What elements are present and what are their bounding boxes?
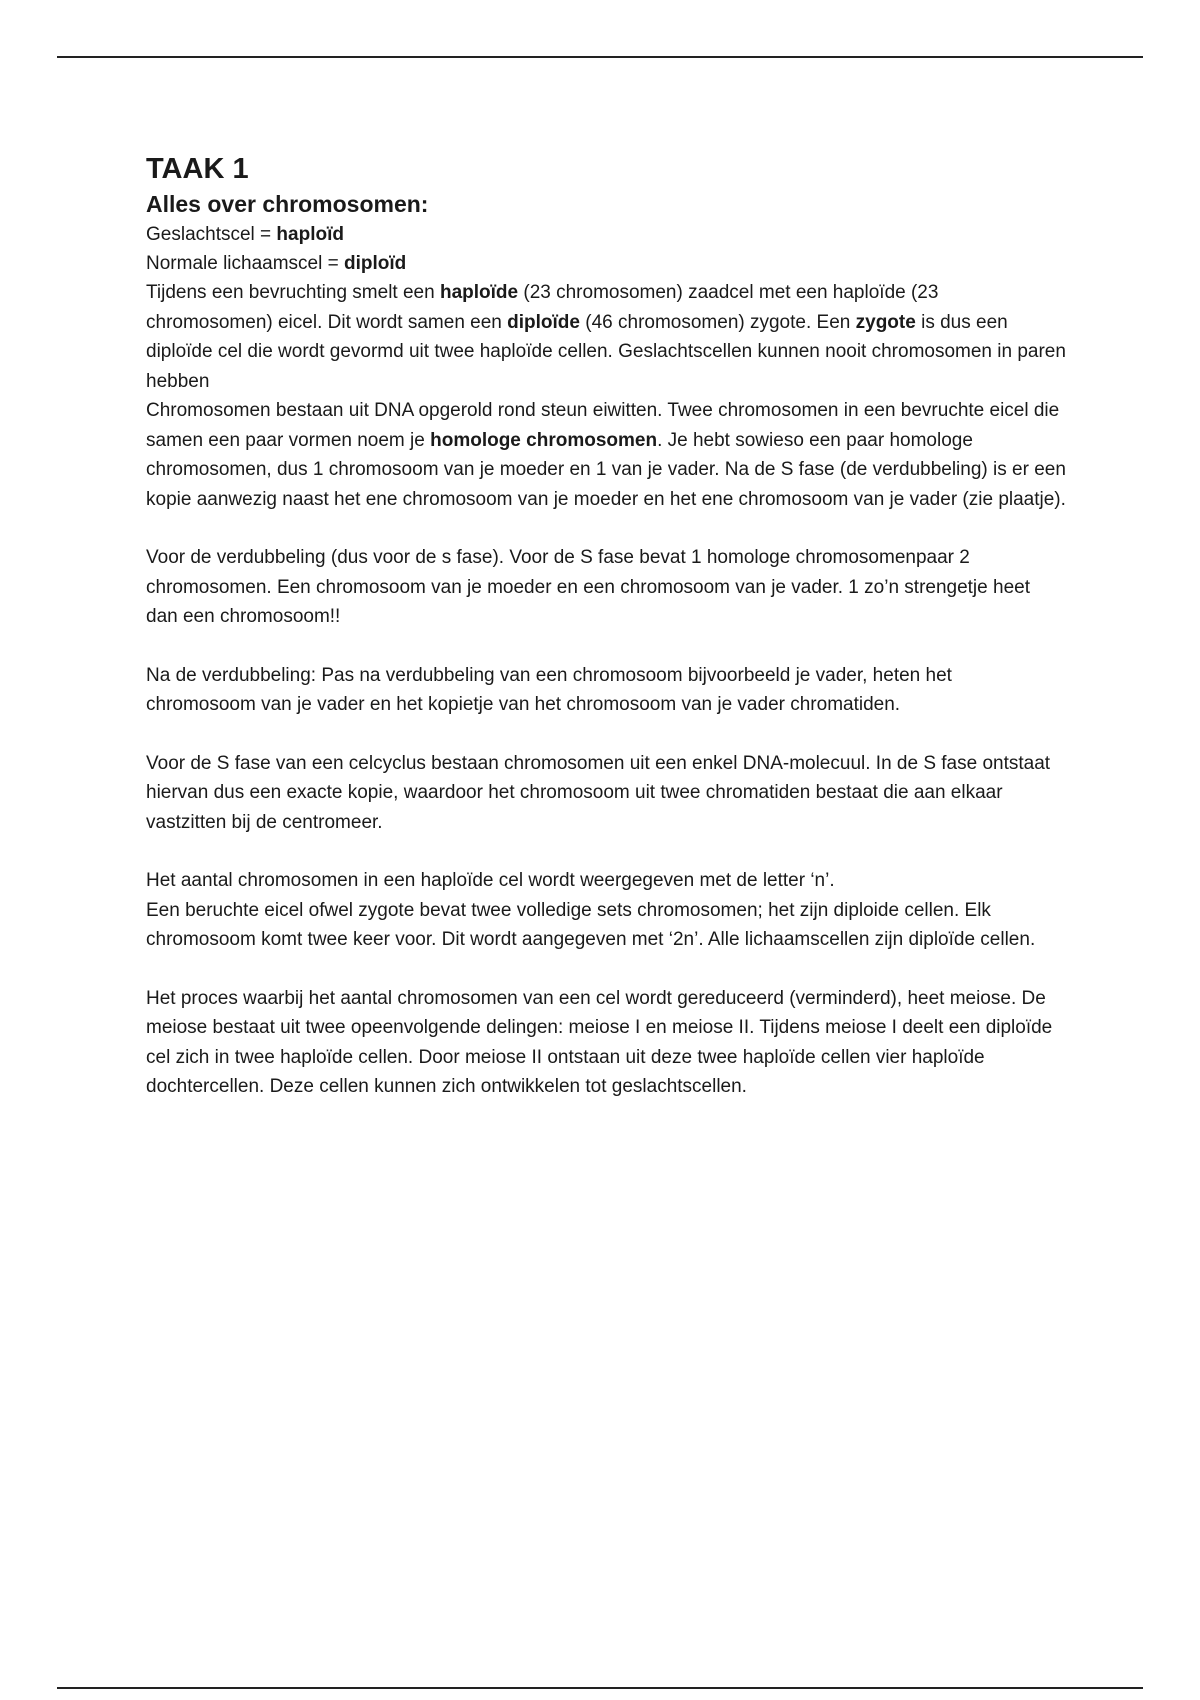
paragraph-voor-verdubbeling: Voor de verdubbeling (dus voor de s fase). Voor de S fase bevat 1 homologe chromosomenpaar 2 chromosomen. Een chromosoom van je moeder en een chromosoom van je vader. 1 zo’n strengetje heet dan een chromosoom!!	[146, 547, 1030, 627]
paragraph-spacer	[146, 514, 1066, 543]
paragraph-spacer	[146, 632, 1066, 661]
paragraph-meiose: Het proces waarbij het aantal chromosomen van een cel wordt gereduceerd (verminderd), heet meiose. De meiose bestaat uit twee opeenvolgende delingen: meiose I en meiose II. Tijdens meiose I deelt een diploïde cel zich in twee haploïde cellen. Door meiose II ontstaan uit deze twee haploïde cellen vier haploïde dochtercellen. Deze cellen kunnen zich ontwikkelen tot geslachtscellen.	[146, 987, 1053, 1097]
text-run: (46 chromosomen) zygote. Een	[579, 311, 856, 333]
text-run: (23 chromosomen) zaadcel met een haploïde (23 chromosomen) eicel. Dit wordt samen een	[146, 282, 939, 333]
footer-rule	[57, 1687, 1143, 1689]
bold-term: diploïde	[507, 311, 580, 333]
paragraph-bevruchting	[146, 278, 1066, 396]
definition-term: haploïd	[276, 224, 344, 245]
bold-term: homologe chromosomen	[430, 429, 658, 451]
definition-label: Normale lichaamscel =	[146, 253, 344, 274]
paragraph-spacer	[146, 837, 1066, 866]
bold-term: zygote	[855, 311, 916, 333]
document-title: TAAK 1	[146, 153, 249, 185]
definition-geslachtscel	[146, 220, 1066, 249]
text-run: Chromosomen bestaan uit DNA opgerold rond steun eiwitten. Twee chromosomen in een bevruchte eicel die samen een paar vormen noem je	[146, 400, 1060, 451]
header-rule	[57, 56, 1143, 58]
paragraph-diploid-2n: Een beruchte eicel ofwel zygote bevat twee volledige sets chromosomen; het zijn diploide cellen. Elk chromosoom komt twee keer voor. Dit wordt aangegeven met ‘2n’. Alle lichaamscellen zijn diploïde cellen.	[146, 899, 1036, 950]
text-run: is dus een diploïde cel die wordt gevormd uit twee haploïde cellen. Geslachtscellen kunnen nooit chromosomen in paren hebben	[146, 311, 1066, 392]
paragraph-spacer	[146, 955, 1066, 984]
definition-lichaamscel	[146, 249, 1066, 278]
paragraph-na-verdubbeling: Na de verdubbeling: Pas na verdubbeling van een chromosoom bijvoorbeeld je vader, heten het chromosoom van je vader en het kopietje van het chromosoom van je vader chromatiden.	[146, 664, 952, 715]
paragraph-s-fase: Voor de S fase van een celcyclus bestaan chromosomen uit een enkel DNA-molecuul. In de S fase ontstaat hiervan dus een exacte kopie, waardoor het chromosoom uit twee chromatiden bestaat die aan elkaar vastzitten bij de centromeer.	[146, 752, 1051, 833]
bold-term: haploïde	[439, 282, 519, 303]
definition-label: Geslachtscel =	[146, 224, 277, 245]
definition-term: diploïd	[344, 253, 407, 274]
paragraph-spacer	[146, 720, 1066, 749]
section-heading: Alles over chromosomen:	[146, 191, 429, 217]
text-run: . Je hebt sowieso een paar homologe chromosomen, dus 1 chromosoom van je moeder en 1 van je vader. Na de S fase (de verdubbeling) is er een kopie aanwezig naast het ene chromosoom van je moeder en het ene chromosoom van je vader (zie plaatje).	[146, 429, 1066, 510]
document-body	[146, 150, 1066, 1102]
text-run: Tijdens een bevruchting smelt een	[146, 282, 440, 303]
paragraph-homologe-chromosomen	[146, 396, 1066, 514]
paragraph-haploid-n: Het aantal chromosomen in een haploïde cel wordt weergegeven met de letter ‘n’.	[146, 870, 835, 891]
